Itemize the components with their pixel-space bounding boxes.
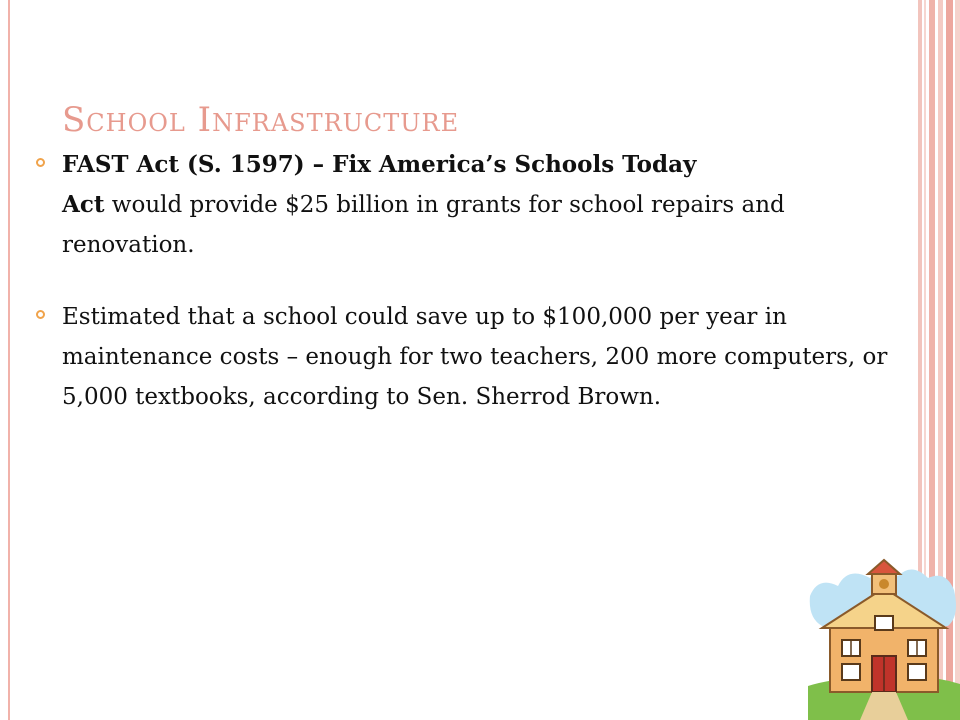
left-frame-line <box>8 0 10 720</box>
bullet-circle-icon <box>36 310 45 319</box>
bullet-body-text: Estimated that a school could save up to $100,000 per year in maintenance costs – enough for two teachers, 200 more computers, or 5,000 textbooks, according to Sen. Sherrod Brown. <box>62 304 888 410</box>
bullet-text <box>62 145 916 265</box>
bullet-item <box>36 297 916 417</box>
bullet-circle-icon <box>36 158 45 167</box>
bullet-bold-text: FAST Act (S. 1597) – Fix America’s Schools Today <box>62 151 697 178</box>
bullet-item <box>36 145 916 265</box>
schoolhouse-icon <box>808 556 960 720</box>
bullet-list <box>36 145 916 417</box>
slide-title: School Infrastructure <box>62 100 460 140</box>
bullet-body-text: would provide $25 billion in grants for school repairs and renovation. <box>62 192 785 258</box>
bullet-bold-text: Act <box>62 191 105 218</box>
